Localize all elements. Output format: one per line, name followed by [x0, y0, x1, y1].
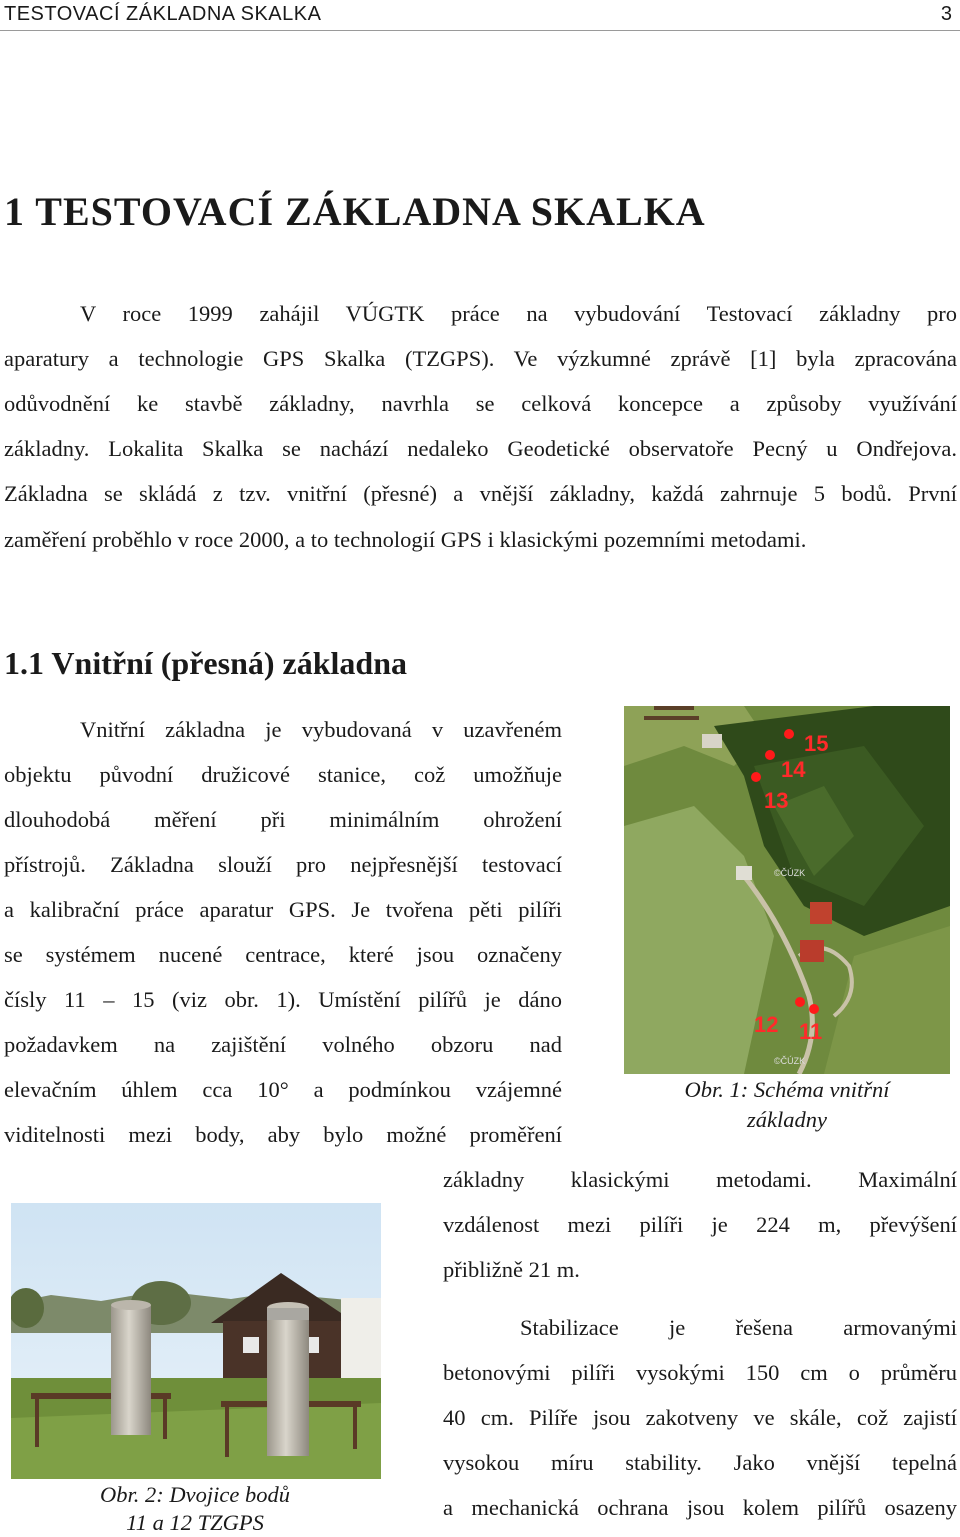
running-header	[0, 0, 960, 31]
section-line: vzdálenost mezi pilíři je 224 m, převýšení	[443, 1212, 957, 1237]
section-line: se systémem nucené centrace, které jsou označeny	[4, 942, 562, 967]
aerial-photo-figure	[624, 706, 950, 1074]
figure1-caption-line: základny	[747, 1107, 827, 1132]
map-watermark: ©ČÚZK	[774, 1056, 806, 1066]
intro-line: odůvodnění ke stavbě základny, navrhla se celková koncepce a způsoby využívání	[4, 391, 957, 416]
intro-line: zaměření proběhlo v roce 2000, a to technologií GPS i klasickými pozemními metodami.	[4, 527, 807, 552]
intro-line: základny. Lokalita Skalka se nachází nedaleko Geodetické observatoře Pecný u Ondřejova.	[4, 436, 957, 461]
section-heading: 1.1 Vnitřní (přesná) základna	[4, 645, 408, 681]
pillars-photo	[11, 1203, 381, 1479]
section-line: čísly 11 – 15 (viz obr. 1). Umístění pilířů je dáno	[4, 987, 562, 1012]
figure2-caption-line: Obr. 2: Dvojice bodů	[100, 1482, 290, 1507]
section-line: základny klasickými metodami. Maximální	[443, 1167, 957, 1192]
section-line: přístrojů. Základna slouží pro nejpřesnější testovací	[4, 852, 562, 877]
section-line: požadavkem na zajištění volného obzoru nad	[4, 1032, 562, 1057]
figure2-caption-line: 11 a 12 TZGPS	[126, 1510, 264, 1535]
stabilization-line: betonovými pilíři vysokými 150 cm o průměru	[443, 1360, 957, 1385]
point-label-15: 15	[804, 731, 829, 756]
stabilization-line: Stabilizace je řešena armovanými	[520, 1315, 957, 1340]
page-number: 3	[940, 3, 952, 25]
intro-line: V roce 1999 zahájil VÚGTK práce na vybudování Testovací základny pro	[80, 301, 957, 326]
stabilization-line: a mechanická ochrana jsou kolem pilířů osazeny	[443, 1495, 957, 1520]
intro-line: aparatury a technologie GPS Skalka (TZGPS). Ve výzkumné zprávě [1] byla zpracována	[4, 346, 957, 371]
intro-line: Základna se skládá z tzv. vnitřní (přesné) a vnější základny, každá zahrnuje 5 bodů. První	[4, 481, 957, 506]
figure1-caption-line: Obr. 1: Schéma vnitřní	[684, 1077, 890, 1102]
section-line: elevačním úhlem cca 10° a podmínkou vzájemné	[4, 1077, 562, 1102]
point-label-13: 13	[764, 788, 789, 813]
point-label-12: 12	[754, 1012, 779, 1037]
chapter-heading: 1 TESTOVACÍ ZÁKLADNA SKALKA	[4, 189, 706, 234]
point-label-11: 11	[799, 1019, 823, 1044]
section-line: Vnitřní základna je vybudovaná v uzavřeném	[80, 717, 562, 742]
map-watermark: ©ČÚZK	[774, 868, 806, 878]
section-line: dlouhodobá měření při minimálním ohrožení	[4, 807, 562, 832]
section-line: přibližně 21 m.	[443, 1257, 580, 1282]
stabilization-line: vysokou míru stability. Jako vnější tepelná	[443, 1450, 957, 1475]
section-line: objektu původní družicové stanice, což umožňuje	[4, 762, 562, 787]
stabilization-line: 40 cm. Pilíře jsou zakotveny ve skále, což zajistí	[443, 1405, 957, 1430]
section-line: viditelnosti mezi body, aby bylo možné proměření	[4, 1122, 562, 1147]
section-line: a kalibrační práce aparatur GPS. Je tvořena pěti pilíři	[4, 897, 562, 922]
pillars-photo-figure	[11, 1203, 381, 1479]
running-title: TESTOVACÍ ZÁKLADNA SKALKA	[4, 3, 322, 25]
figure1-caption	[610, 1075, 960, 1135]
point-label-14: 14	[781, 757, 806, 782]
figure2-caption	[50, 1481, 340, 1537]
aerial-photo	[624, 706, 950, 1074]
